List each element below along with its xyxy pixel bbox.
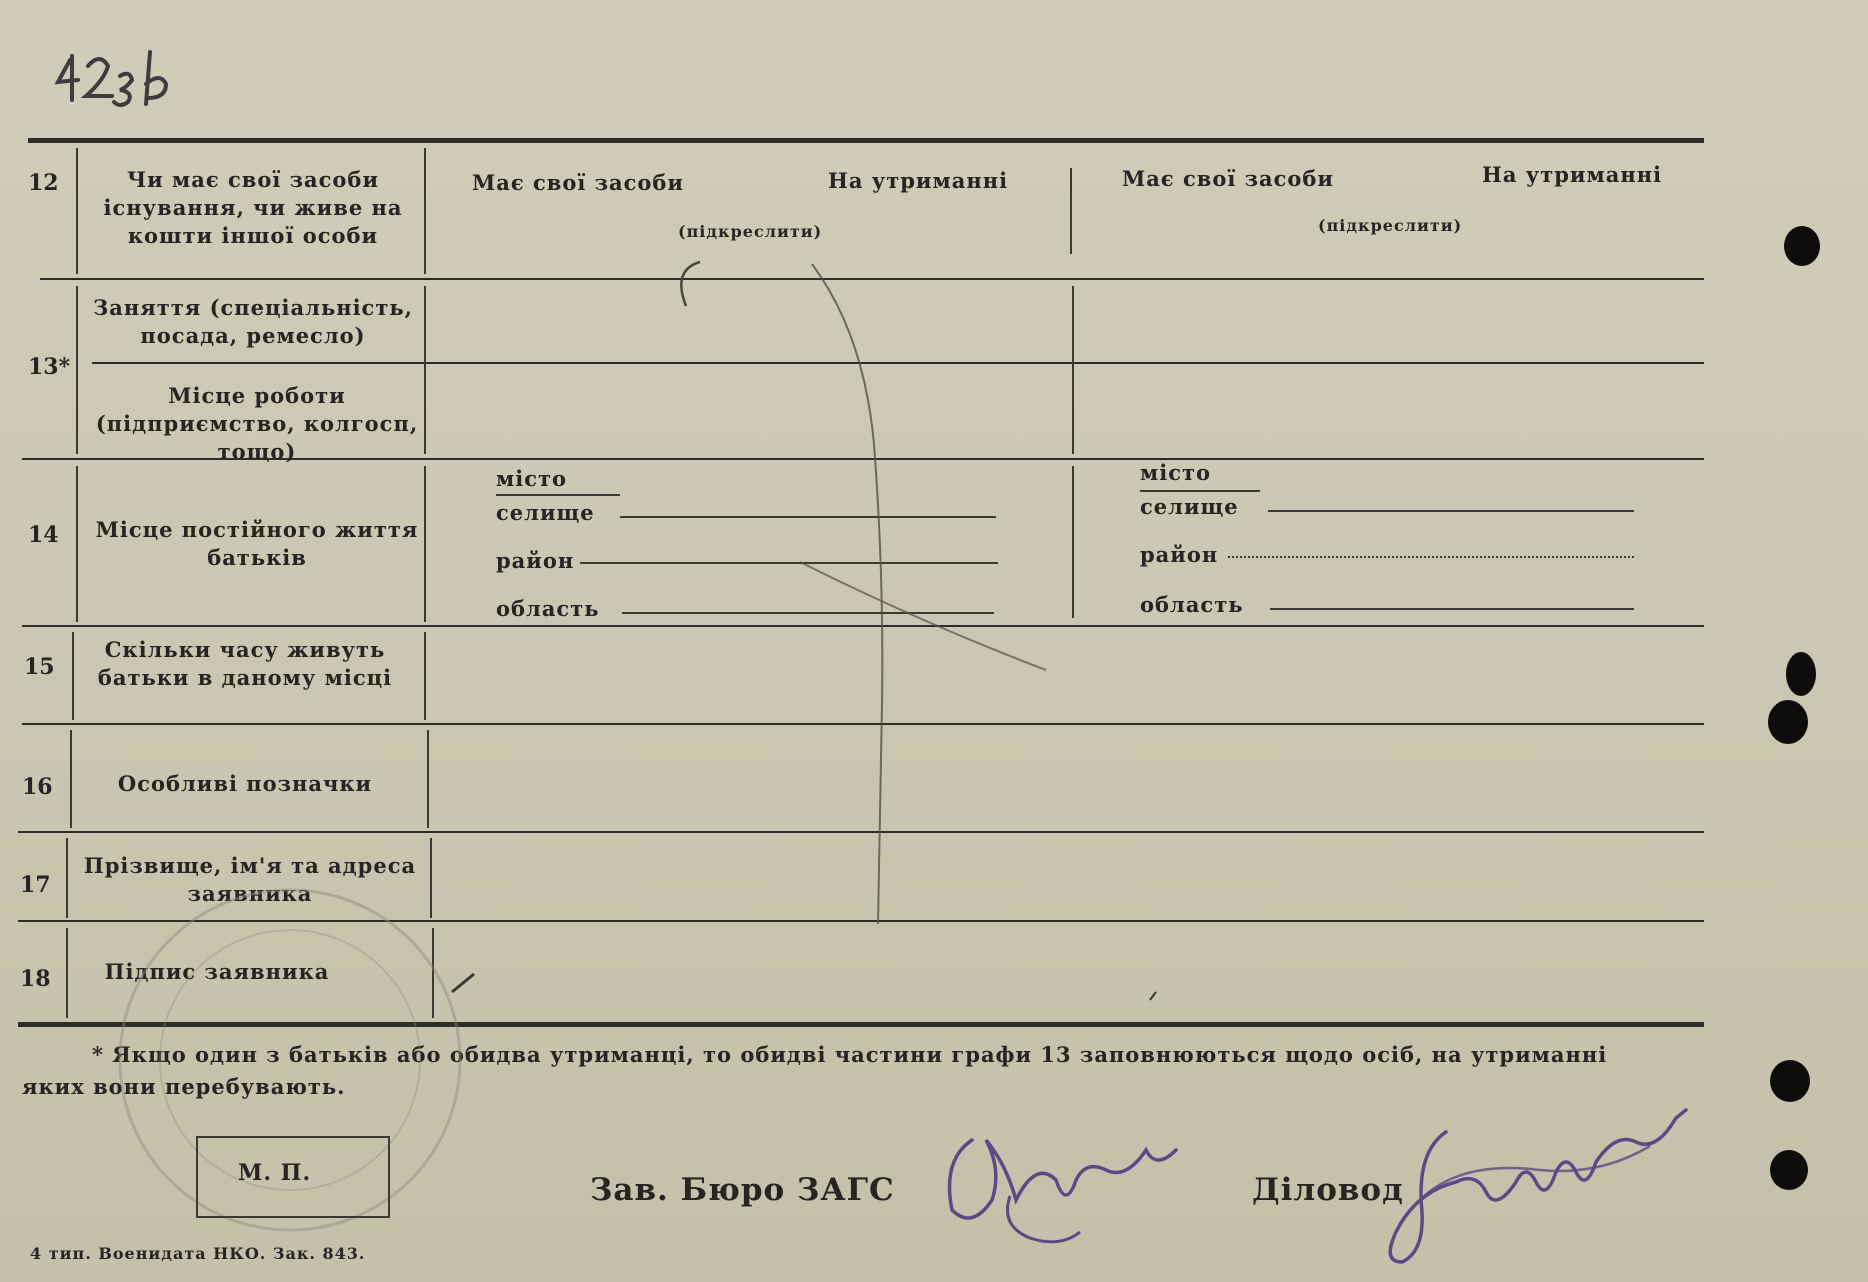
row14-settlement-label: селище	[496, 500, 595, 525]
row12-hint: (підкреслити)	[678, 222, 823, 241]
footnote-line1: * Якщо один з батьків або обидва утриманці, то обидві частини графи 13 заповнюються щодо осіб, на утриманні	[92, 1042, 1608, 1067]
row12-label: Чи має свої засоби існування, чи живе на кошти іншої особи	[103, 167, 403, 248]
row14-settlement-label-2: селище	[1140, 494, 1239, 519]
row18-label: Підпис заявника	[104, 959, 330, 984]
punch-hole	[1784, 226, 1820, 266]
footnote-line2: яких вони перебувають.	[22, 1074, 346, 1099]
row-number: 18	[20, 966, 51, 992]
row14-district-label-2: район	[1140, 542, 1219, 567]
row17-label: Прізвище, ім'я та адреса заявника	[83, 853, 417, 906]
punch-hole	[1786, 652, 1816, 696]
row-number: 12	[28, 170, 59, 196]
row14-district-label: район	[496, 548, 575, 573]
row12-dependent-2: На утриманні	[1482, 162, 1663, 187]
row14-city-label: місто	[496, 466, 568, 491]
printer-note: 4 тип. Военидата НКО. Зак. 843.	[30, 1244, 366, 1263]
row13-occupation-label: Заняття (спеціальність, посада, ремесло)	[93, 295, 413, 348]
row13-workplace-label: Місце роботи (підприємство, колгосп, тощо)	[95, 383, 419, 464]
punch-hole	[1770, 1060, 1810, 1102]
row-number: 13*	[28, 354, 71, 380]
row16-label: Особливі позначки	[117, 771, 373, 796]
punch-hole	[1770, 1150, 1808, 1190]
punch-hole	[1768, 700, 1808, 744]
row12-own-means: Має свої засоби	[472, 170, 685, 195]
row-number: 17	[20, 872, 51, 898]
row12-own-means-2: Має свої засоби	[1122, 166, 1335, 191]
row-number: 15	[24, 654, 55, 680]
row14-region-label: область	[496, 596, 600, 621]
row14-city-label-2: місто	[1140, 460, 1212, 485]
row12-dependent: На утриманні	[828, 168, 1009, 193]
stamp-label: М. П.	[238, 1160, 312, 1186]
row12-hint-2: (підкреслити)	[1318, 216, 1463, 235]
clerk-title: Діловод	[1252, 1172, 1404, 1208]
row14-label: Місце постійного життя батьків	[95, 517, 419, 570]
row-number: 14	[28, 522, 59, 548]
head-title: Зав. Бюро ЗАГС	[590, 1172, 895, 1208]
row15-label: Скільки часу живуть батьки в даному місці	[97, 637, 393, 690]
row14-region-label-2: область	[1140, 592, 1244, 617]
row-number: 16	[22, 774, 53, 800]
